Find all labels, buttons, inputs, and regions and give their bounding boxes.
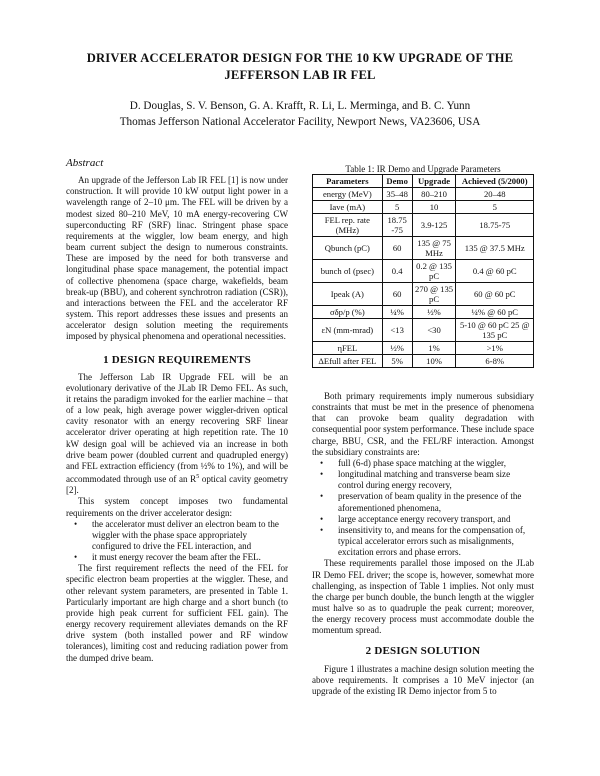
table-cell: FEL rep. rate (MHz) bbox=[313, 214, 383, 237]
table-cell: 60 bbox=[382, 283, 412, 306]
table-cell: 0.2 @ 135 pC bbox=[412, 260, 456, 283]
table-cell: 5 bbox=[382, 201, 412, 214]
list-item: • it must energy recover the beam after the FEL. bbox=[66, 552, 288, 563]
table-cell: 35–48 bbox=[382, 188, 412, 201]
s1-bullet-list bbox=[66, 519, 288, 564]
table-cell: Ipeak (A) bbox=[313, 283, 383, 306]
list-item: • large acceptance energy recovery transport, and bbox=[312, 514, 534, 525]
section-2-heading: 2 DESIGN SOLUTION bbox=[365, 645, 481, 658]
table-cell: 1% bbox=[412, 342, 456, 355]
table-cell: <30 bbox=[412, 319, 456, 342]
list-item: • insensitivity to, and means for the compensation of, typical accelerator errors such as misalignments, excitation errors and phase errors. bbox=[312, 525, 534, 558]
s1-paragraph-1 bbox=[66, 372, 288, 497]
list-item: • longitudinal matching and transverse beam size control during energy recovery, bbox=[312, 469, 534, 491]
table-cell: 5-10 @ 60 pC 25 @ 135 pC bbox=[456, 319, 534, 342]
title-line-2: JEFFERSON LAB IR FEL bbox=[224, 68, 376, 82]
table-cell: σδp/p (%) bbox=[313, 306, 383, 319]
parameters-table bbox=[312, 174, 534, 368]
r-paragraph-3: Figure 1 illustrates a machine design solution meeting the above requirements. It comprises a 10 MeV injector (an upgrade of the existing IR Demo injector from 5 to bbox=[312, 663, 534, 696]
list-item: • the accelerator must deliver an electron beam to the wiggler with the phase space appropriately configured to drive the FEL interaction, and bbox=[66, 519, 288, 552]
table-cell: energy (MeV) bbox=[313, 188, 383, 201]
table-cell: εN (mm-mrad) bbox=[313, 319, 383, 342]
table-cell: 5% bbox=[382, 355, 412, 368]
table-row bbox=[313, 342, 534, 355]
table-cell: ¼% bbox=[382, 306, 412, 319]
r-paragraph-1: Both primary requirements imply numerous subsidiary constraints that must be met in the presence of phenomena that can provoke beam quality degradation with consequential poor system performance. These include space charge, BBU, CSR, and the FEL/RF interaction. Amongst the subsidiary constraints are: bbox=[312, 391, 534, 457]
table-cell: 18.75-75 bbox=[456, 214, 534, 237]
table-cell: 10% bbox=[412, 355, 456, 368]
table-header: Upgrade bbox=[412, 175, 456, 188]
table-cell: ½% bbox=[412, 306, 456, 319]
table-cell: ηFEL bbox=[313, 342, 383, 355]
table-cell: ½% bbox=[382, 342, 412, 355]
table-row bbox=[313, 201, 534, 214]
right-column bbox=[312, 391, 534, 697]
left-column bbox=[66, 158, 288, 664]
table-cell: 135 @ 37.5 MHz bbox=[456, 237, 534, 260]
table-cell: 0.4 @ 60 pC bbox=[456, 260, 534, 283]
table-header: Achieved (5/2000) bbox=[456, 175, 534, 188]
table-body bbox=[313, 188, 534, 368]
table-cell: >1% bbox=[456, 342, 534, 355]
table-cell: 60 bbox=[382, 237, 412, 260]
table-cell: Iave (mA) bbox=[313, 201, 383, 214]
table-cell: 60 @ 60 pC bbox=[456, 283, 534, 306]
s1-paragraph-2: This system concept imposes two fundamental requirements on the driver accelerator design: bbox=[66, 496, 288, 518]
section-1-heading: 1 DESIGN REQUIREMENTS bbox=[103, 353, 251, 366]
table-row bbox=[313, 306, 534, 319]
table-cell: 10 bbox=[412, 201, 456, 214]
abstract-heading: Abstract bbox=[66, 157, 104, 169]
table-cell: 270 @ 135 pC bbox=[412, 283, 456, 306]
table-cell: Qbunch (pC) bbox=[313, 237, 383, 260]
table-header: Demo bbox=[382, 175, 412, 188]
table-cell: 80–210 bbox=[412, 188, 456, 201]
r-bullet-list bbox=[312, 458, 534, 558]
table-caption: Table 1: IR Demo and Upgrade Parameters bbox=[345, 164, 501, 174]
table-cell: 135 @ 75 MHz bbox=[412, 237, 456, 260]
authors: D. Douglas, S. V. Benson, G. A. Krafft, R. Li, L. Merminga, and B. C. Yunn bbox=[129, 100, 471, 112]
s1-p1-sup: 5 bbox=[196, 474, 200, 481]
table-cell: 6-8% bbox=[456, 355, 534, 368]
title-line-1: DRIVER ACCELERATOR DESIGN FOR THE 10 KW UPGRADE OF THE bbox=[86, 51, 514, 65]
author-block bbox=[40, 98, 560, 130]
table-cell: 3.9-125 bbox=[412, 214, 456, 237]
table-cell: <13 bbox=[382, 319, 412, 342]
s1-paragraph-3: The first requirement reflects the need of the FEL for specific electron beam properties at the wiggler. These, and other relevant system parameters, are presented in Table 1. Particularly important are high charge and a short bunch (to provide high peak current for sufficient FEL gain). The energy recovery requirement alleviates demands on the RF drive system (both installed power and RF window tolerances), limiting cost and reducing radiation power from the dumped drive beam. bbox=[66, 563, 288, 663]
table-row bbox=[313, 355, 534, 368]
table-cell: ¼% @ 60 pC bbox=[456, 306, 534, 319]
paper-title bbox=[40, 50, 560, 84]
table-header-row bbox=[313, 175, 534, 188]
table-row bbox=[313, 283, 534, 306]
table-cell: 0.4 bbox=[382, 260, 412, 283]
affiliation: Thomas Jefferson National Accelerator Facility, Newport News, VA23606, USA bbox=[119, 116, 481, 128]
table-cell: 18.75 -75 bbox=[382, 214, 412, 237]
table-row bbox=[313, 214, 534, 237]
list-item: • full (6-d) phase space matching at the wiggler, bbox=[312, 458, 534, 469]
table-cell: 20–48 bbox=[456, 188, 534, 201]
abstract-text: An upgrade of the Jefferson Lab IR FEL [1] is now under construction. It will provide 10 kW output light power in a wavelength range of 2–10 μm. The FEL will be driven by a modest sized 80–210 MeV, 10 mA energy-recovering CW superconducting RF (SRF) linac. Stringent phase space requirements at the wiggler, low beam energy, and high beam current subject the design to numerous constraints. These are imposed by the need for both transverse and longitudinal phase space management, the potential impact of collective phenomena (space charge, wakefields, beam break-up (BBU), and coherent synchrotron radiation (CSR)), and interactions between the FEL and the accelerator RF system. This report addresses these issues and presents an accelerator design solution meeting the requirements imposed by physical phenomena and operational necessities. bbox=[66, 175, 288, 342]
list-item: • preservation of beam quality in the presence of the aforementioned phenomena, bbox=[312, 491, 534, 513]
table-row bbox=[313, 260, 534, 283]
s1-p1-text: The Jefferson Lab IR Upgrade FEL will be an evolutionary derivative of the JLab IR Demo FEL. As such, it retains the paradigm invoked for the earlier machine – that of a low peak, high average power wiggler-driven optical cavity resonator with an energy recovering SRF linear accelerator driver operating at high repetition rate. The 10 kW design goal will be achieved via an increase in both drive beam power (doubled current and quadrupled energy) and FEL extraction efficiency (from ½% to 1%), and will be accommodated through use of an R bbox=[66, 371, 288, 485]
table-row bbox=[313, 237, 534, 260]
r-paragraph-2: These requirements parallel those imposed on the JLab IR Demo FEL driver; the scope is, however, somewhat more challenging, as inspection of Table 1 implies. Not only must the charge per bunch double, the bunch length at the wiggler must halve so as to quadruple the peak current; moreover, the energy recovery process must accommodate double the momentum spread. bbox=[312, 558, 534, 636]
table-row bbox=[313, 319, 534, 342]
s1-p1-end: optical cavity geometry [2]. bbox=[66, 474, 288, 496]
table-cell: 5 bbox=[456, 201, 534, 214]
table-header: Parameters bbox=[313, 175, 383, 188]
table-cell: ΔEfull after FEL bbox=[313, 355, 383, 368]
table-row bbox=[313, 188, 534, 201]
table-cell: bunch σl (psec) bbox=[313, 260, 383, 283]
